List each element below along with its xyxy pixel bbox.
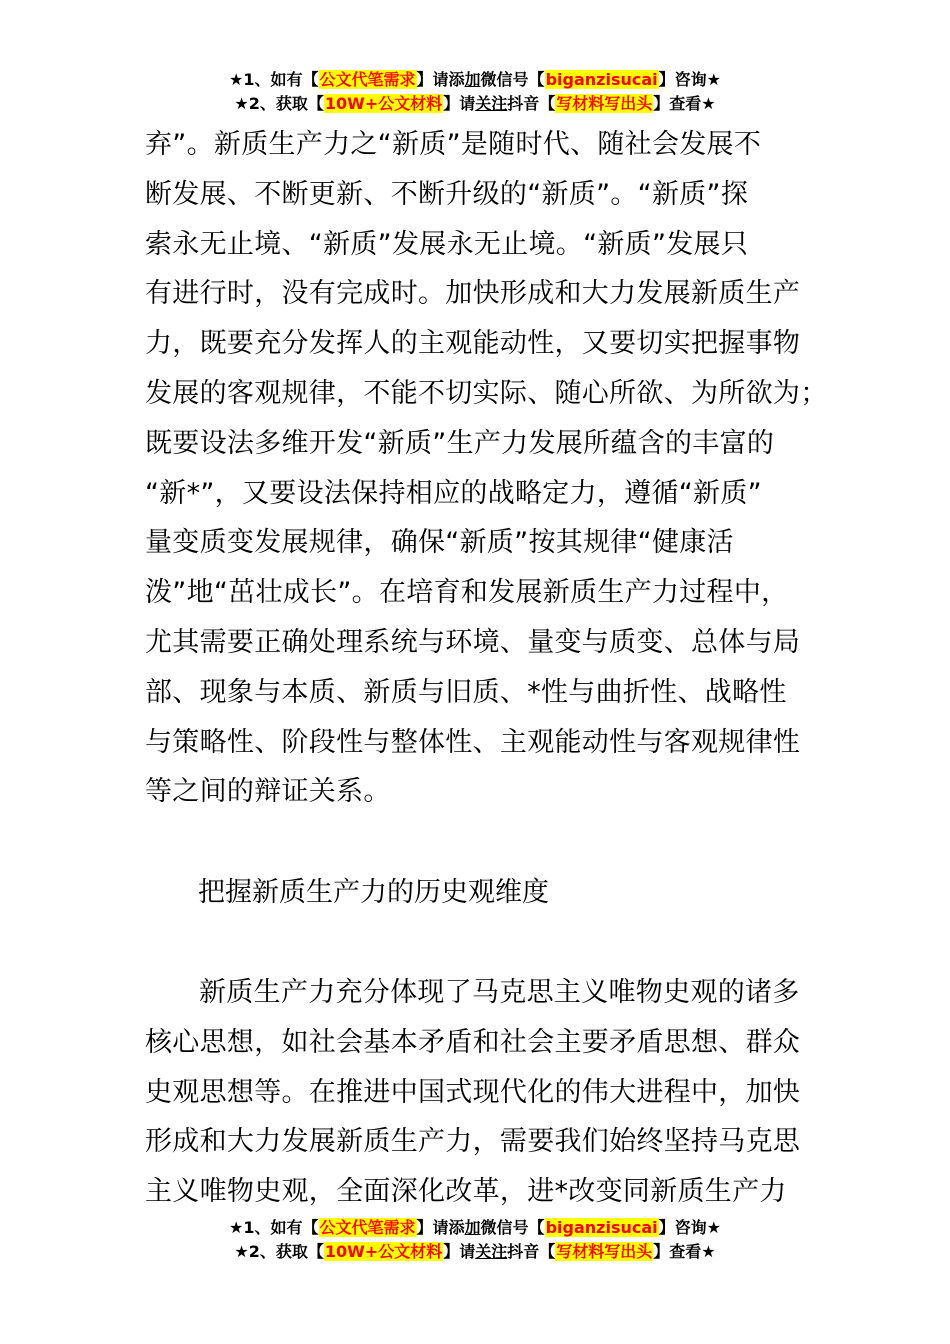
banner-highlight: 10W+公文材料: [324, 1242, 443, 1261]
banner-text: 】查看★: [653, 1242, 716, 1261]
banner-highlight: 公文代笔需求: [319, 1218, 416, 1237]
banner-text: 微信号【: [480, 70, 545, 89]
banner-text: 】咨询★: [658, 1218, 721, 1237]
text-line: 尤其需要正确处理系统与环境、量变与质变、总体与局: [145, 626, 801, 658]
text-line: 形成和大力发展新质生产力，需要我们始终坚持马克思: [145, 1126, 801, 1158]
text-line: 新质生产力充分体现了马克思主义唯物史观的诸多: [199, 977, 800, 1008]
section-heading: 把握新质生产力的历史观维度: [198, 877, 549, 908]
banner-underlined: 加: [464, 1218, 481, 1237]
text-line: 与策略性、阶段性与整体性、主观能动性与客观规律性: [145, 726, 801, 758]
banner-line-2: [0, 92, 950, 116]
banner-text: ★1、如有【: [229, 70, 319, 89]
text-line: 有进行时，没有完成时。加快形成和大力发展新质生产: [145, 278, 801, 310]
text-line: 弃”。新质生产力之“新质”是随时代、随社会发展不: [145, 129, 762, 160]
text-line: 量变质变发展规律，确保“新质”按其规律“健康活: [145, 527, 734, 559]
text-line: 断发展、不断更新、不断升级的“新质”。“新质”探: [145, 178, 749, 210]
text-line: 史观思想等。在推进中国式现代化的伟大进程中，加快: [145, 1076, 801, 1108]
banner-highlight: 写材料写出头: [556, 1242, 653, 1261]
text-line: 泼”地“茁壮成长”。在培育和发展新质生产力过程中，: [145, 577, 789, 609]
banner-text: 】请添: [416, 70, 465, 89]
paragraph-continued: [145, 120, 845, 817]
banner-text: 抖音【: [507, 1242, 556, 1261]
banner-line-1: [0, 68, 950, 92]
text-line: 核心思想，如社会基本矛盾和社会主要矛盾思想、群众: [145, 1026, 801, 1058]
banner-text: 】查看★: [653, 94, 716, 113]
banner-underlined: 关注: [475, 94, 508, 113]
text-line: 发展的客观规律，不能不切实际、随心所欲、为所欲为；: [145, 377, 828, 409]
banner-line-2: [0, 1240, 950, 1264]
banner-text: 微信号【: [480, 1218, 545, 1237]
banner-line-1: [0, 1216, 950, 1240]
text-line: 主义唯物史观，全面深化改革，进*改变同新质生产力: [145, 1176, 787, 1208]
banner-text: ★1、如有【: [229, 1218, 319, 1237]
text-line: “新*”，又要设法保持相应的战略定力，遵循“新质”: [145, 477, 762, 509]
footer-banner: [0, 1216, 950, 1264]
banner-highlight: 公文代笔需求: [319, 70, 416, 89]
banner-highlight: 10W+公文材料: [324, 94, 443, 113]
header-banner: [0, 68, 950, 116]
text-line: 部、现象与本质、新质与旧质、*性与曲折性、战略性: [145, 676, 787, 708]
text-line: 索永无止境、“新质”发展永无止境。“新质”发展只: [145, 228, 749, 260]
banner-text: 】请: [443, 1242, 476, 1261]
text-line: 等之间的辩证关系。: [145, 776, 391, 808]
banner-text: 】请添: [416, 1218, 465, 1237]
banner-text: 抖音【: [507, 94, 556, 113]
banner-highlight: 写材料写出头: [556, 94, 653, 113]
text-line: 力，既要充分发挥人的主观能动性，又要切实把握事物: [145, 328, 801, 360]
banner-text: ★2、获取【: [234, 1242, 324, 1261]
banner-underlined: 加: [464, 70, 481, 89]
banner-text: 】咨询★: [658, 70, 721, 89]
banner-highlight: biganzisucai: [545, 70, 658, 89]
banner-highlight: biganzisucai: [545, 1218, 658, 1237]
banner-underlined: 关注: [475, 1242, 508, 1261]
text-line: 既要设法多维开发“新质”生产力发展所蕴含的丰富的: [145, 427, 775, 459]
paragraph-history: [145, 968, 845, 1217]
banner-text: ★2、获取【: [234, 94, 324, 113]
banner-text: 】请: [443, 94, 476, 113]
